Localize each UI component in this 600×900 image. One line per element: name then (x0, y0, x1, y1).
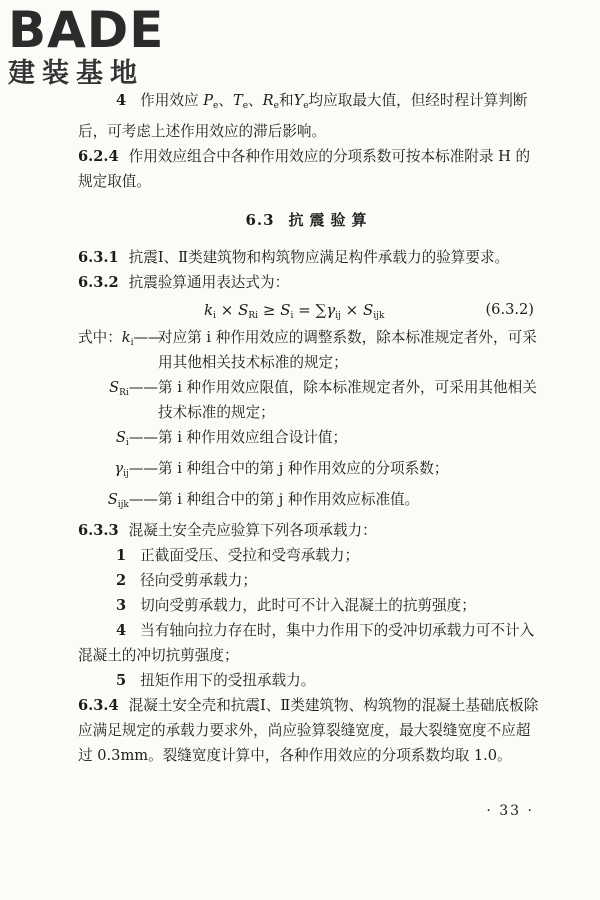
list-item: 1 正截面受压、受拉和受弯承载力； (116, 547, 360, 564)
document-body (78, 88, 540, 768)
clause-6-3-4: 6.3.4 混凝土安全壳和抗震Ⅰ、Ⅱ类建筑物、构筑物的混凝土基础底板除应满足规定的承载力要求外，尚应验算裂缝宽度，最大裂缝宽度不应超过 0.3mm。裂缝宽度计算中，各种作用效应的分项系数均取 1.0。 (78, 697, 539, 764)
clause-6-3-2: 6.3.2 抗震验算通用表达式为： (78, 274, 290, 291)
section-heading: 6.3 抗震验算 (245, 211, 373, 229)
symbol-definitions (78, 325, 540, 518)
clause-6-2-4: 6.2.4 作用效应组合中各种作用效应的分项系数可按本标准附录 H 的规定取值。 (78, 148, 531, 190)
logo-word: BADE (8, 1, 165, 59)
definition-k: 式中：$k_i——$ 对应第 i 种作用效应的调整系数，除本标准规定者外，可采用其他相关技术标准的规定； (78, 329, 537, 371)
paragraph-6-2-item-4: 4 作用效应 $P_e$、$T_e$、$R_e$和$Y_e$均应取最大值，但经时程计算判断后，可考虑上述作用效应的滞后影响。 (78, 92, 528, 140)
definition-s-i: $S_i——$ 第 i 种作用效应组合设计值； (115, 429, 348, 448)
list-item: 2 径向受剪承载力； (116, 572, 257, 589)
brand-logo (8, 1, 178, 92)
definition-gamma-ij: $\gamma_{ij}——$ 第 i 种组合中的第 j 种作用效应的分项系数； (114, 460, 449, 479)
page-number: · 33 · (486, 803, 534, 819)
formula-number: (6.3.2) (485, 301, 534, 318)
definition-s-ri: $S_{Ri}——$ 第 i 种作用效应限值，除本标准规定者外，可采用其他相关技术标准的规定； (109, 379, 537, 421)
logo-subtitle: 建装基地 (8, 58, 144, 89)
formula-6-3-2 (78, 295, 540, 325)
formula-expression: $k_i \times S_{Ri} \ge S_i = \sum\gamma_{ij} \times S_{ijk}$ (204, 301, 385, 321)
list-item: 5 扭矩作用下的受扭承载力。 (116, 672, 316, 689)
list-item: 3 切向受剪承载力，此时可不计入混凝土的抗剪强度； (116, 597, 476, 614)
clause-6-3-3: 6.3.3 混凝土安全壳应验算下列各项承载力： (78, 522, 377, 539)
clause-6-3-1: 6.3.1 抗震Ⅰ、Ⅱ类建筑物和构筑物应满足构件承载力的验算要求。 (78, 249, 510, 266)
definition-s-ijk: $S_{ijk}——$ 第 i 种组合中的第 j 种作用效应标准值。 (107, 491, 420, 510)
list-item: 4 当有轴向拉力存在时，集中力作用下的受冲切承载力可不计入混凝土的冲切抗剪强度； (78, 622, 535, 664)
